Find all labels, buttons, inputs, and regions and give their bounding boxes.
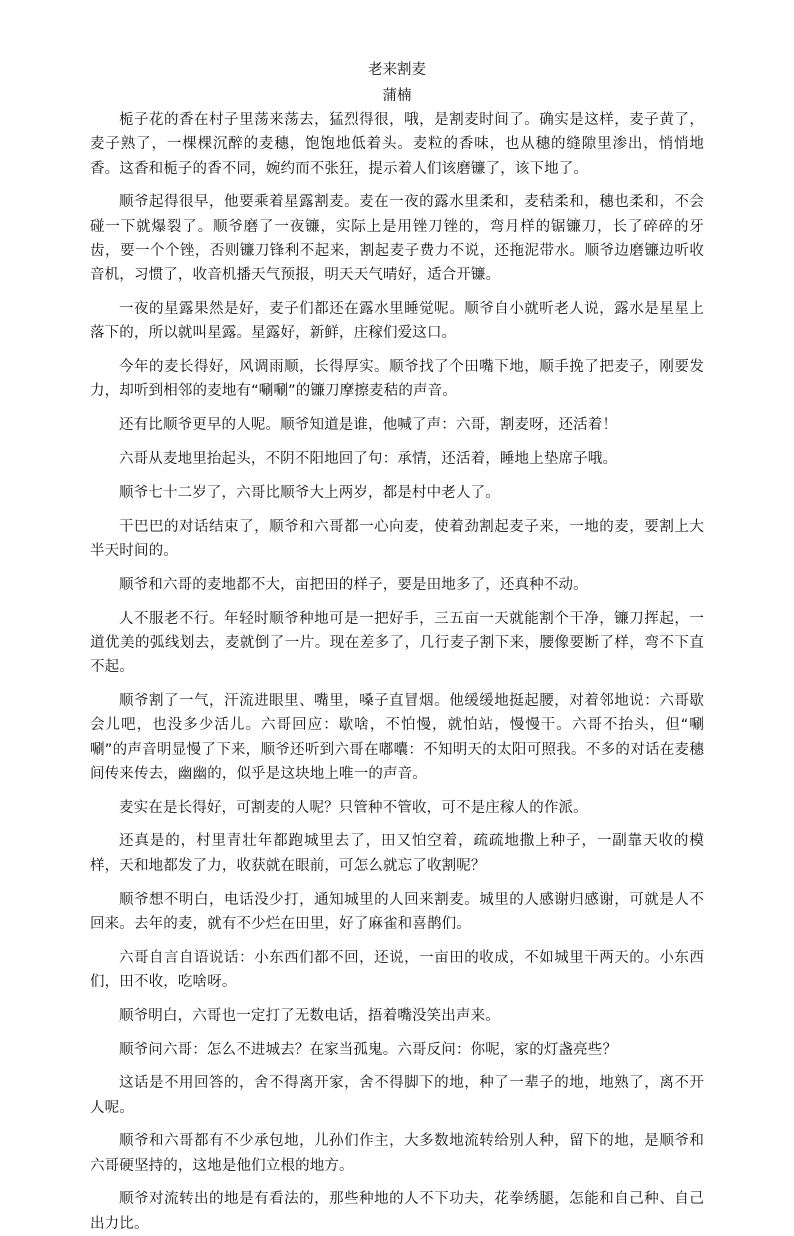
document-author: 蒲楠 — [382, 88, 412, 104]
paragraph: 顺爷问六哥：怎么不进城去？在家当孤鬼。六哥反问：你呢，家的灯盏亮些？ — [119, 1041, 618, 1058]
paragraph: 顺爷七十二岁了，六哥比顺爷大上两岁，都是村中老人了。 — [119, 484, 500, 501]
paragraph: 顺爷对流转出的地是有看法的，那些种地的人不下功夫，花拳绣腿，怎能和自己种、自己出力比。 — [90, 1191, 704, 1232]
paragraph: 人不服老不行。年轻时顺爷种地可是一把好手，三五亩一天就能割个干净，镰刀挥起，一道优美的弧线划去，麦就倒了一片。现在差多了，几行麦子割下来，腰像要断了样，弯不下直不起。 — [90, 610, 704, 676]
document-body — [90, 108, 704, 1236]
paragraph: 还真是的，村里青壮年都跑城里去了，田又怕空着，疏疏地撒上种子，一副靠天收的模样，天和地都发了力，收获就在眼前，可怎么就忘了收割呢？ — [90, 833, 704, 874]
document-title: 老来割麦 — [368, 62, 426, 78]
paragraph: 还有比顺爷更早的人呢。顺爷知道是谁，他喊了声：六哥，割麦呀，还活着！ — [119, 417, 618, 434]
paragraph: 顺爷明白，六哥也一定打了无数电话，捂着嘴没笑出声来。 — [119, 1007, 500, 1024]
paragraph: 一夜的星露果然是好，麦子们都还在露水里睡觉呢。顺爷自小就听老人说，露水是星星上落下的，所以就叫星露。星露好，新鲜，庄稼们爱这口。 — [90, 301, 704, 342]
paragraph: 今年的麦长得好，风调雨顺，长得厚实。顺爷找了个田嘴下地，顺手挽了把麦子，刚要发力，却听到相邻的麦地有“唰唰”的镰刀摩擦麦秸的声音。 — [90, 359, 704, 400]
paragraph: 六哥自言自语说话：小东西们都不回，还说，一亩田的收成，不如城里干两天的。小东西们，田不收，吃啥呀。 — [90, 949, 704, 990]
paragraph: 顺爷和六哥都有不少承包地，儿孙们作主，大多数地流转给别人种，留下的地，是顺爷和六哥硬坚持的，这地是他们立根的地方。 — [90, 1133, 704, 1174]
paragraph: 顺爷起得很早，他要乘着星露割麦。麦在一夜的露水里柔和，麦秸柔和，穗也柔和，不会碰一下就爆裂了。顺爷磨了一夜镰，实际上是用锉刀锉的，弯月样的锯镰刀，长了碎碎的牙齿，要一个个锉，否则镰刀锋利不起来，割起麦子费力不说，还拖泥带水。顺爷边磨镰边听收音机，习惯了，收音机播天气预报，明天天气晴好，适合开镰。 — [90, 194, 704, 284]
paragraph: 顺爷割了一气，汗流进眼里、嘴里，嗓子直冒烟。他缓缓地挺起腰，对着邻地说：六哥歇会儿吧，也没多少活儿。六哥回应：歇啥，不怕慢，就怕站，慢慢干。六哥不抬头，但“唰唰”的声音明显慢了下来，顺爷还听到六哥在嘟囔：不知明天的太阳可照我。不多的对话在麦穗间传来传去，幽幽的，似乎是这块地上唯一的声音。 — [90, 692, 704, 782]
paragraph: 六哥从麦地里抬起头，不阴不阳地回了句：承情，还活着，睡地上垫席子哦。 — [119, 451, 618, 468]
paragraph: 干巴巴的对话结束了，顺爷和六哥都一心向麦，使着劲割起麦子来，一地的麦，要割上大半天时间的。 — [90, 518, 704, 559]
paragraph: 这话是不用回答的，舍不得离开家，舍不得脚下的地，种了一辈子的地，地熟了，离不开人呢。 — [90, 1075, 704, 1116]
paragraph: 顺爷想不明白，电话没少打，通知城里的人回来割麦。城里的人感谢归感谢，可就是人不回来。去年的麦，就有不少烂在田里，好了麻雀和喜鹊们。 — [90, 891, 704, 932]
paragraph: 顺爷和六哥的麦地都不大，亩把田的样子，要是田地多了，还真种不动。 — [119, 576, 588, 593]
paragraph: 栀子花的香在村子里荡来荡去，猛烈得很，哦，是割麦时间了。确实是这样，麦子黄了，麦子熟了，一棵棵沉醉的麦穗，饱饱地低着头。麦粒的香味，也从穗的缝隙里渗出，悄悄地香。这香和栀子的香不同，婉约而不张狂，提示着人们该磨镰了，该下地了。 — [90, 112, 704, 177]
paragraph: 麦实在是长得好，可割麦的人呢？只管种不管收，可不是庄稼人的作派。 — [119, 799, 588, 816]
